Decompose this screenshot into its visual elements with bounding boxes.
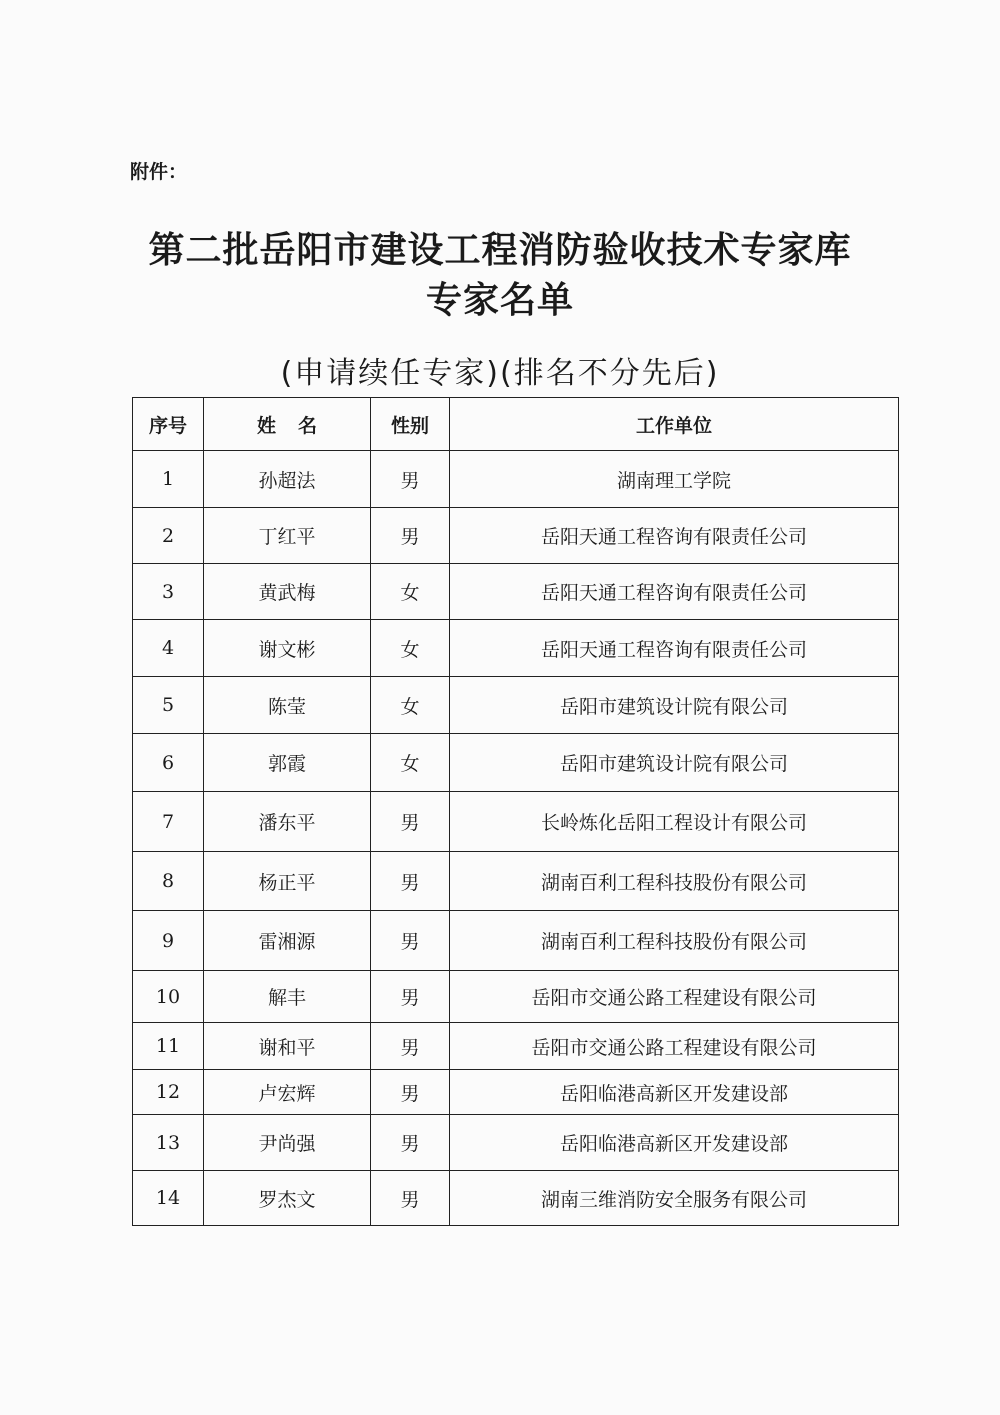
cell-unit: 湖南理工学院: [450, 451, 899, 508]
cell-name: 解丰: [204, 971, 371, 1023]
cell-sex: 男: [371, 971, 450, 1023]
table-row: [133, 1070, 899, 1115]
cell-name: 雷湘源: [204, 911, 371, 971]
document-title-line1: 第二批岳阳市建设工程消防验收技术专家库: [148, 229, 852, 271]
cell-unit: 湖南百利工程科技股份有限公司: [450, 911, 899, 971]
cell-sex: 男: [371, 1070, 450, 1115]
table-row: [133, 1023, 899, 1070]
header-unit: 工作单位: [450, 398, 899, 451]
cell-unit: 长岭炼化岳阳工程设计有限公司: [450, 792, 899, 852]
cell-unit: 岳阳市建筑设计院有限公司: [450, 677, 899, 734]
cell-no: 11: [133, 1023, 204, 1070]
cell-no: 1: [133, 451, 204, 508]
document-subtitle: (申请续任专家)(排名不分先后): [280, 356, 720, 391]
cell-sex: 男: [371, 508, 450, 564]
table-row: [133, 508, 899, 564]
cell-name: 孙超法: [204, 451, 371, 508]
cell-name: 杨正平: [204, 852, 371, 911]
cell-sex: 女: [371, 620, 450, 677]
cell-no: 8: [133, 852, 204, 911]
cell-name: 黄武梅: [204, 564, 371, 620]
cell-unit: 岳阳天通工程咨询有限责任公司: [450, 564, 899, 620]
cell-no: 14: [133, 1171, 204, 1226]
expert-table: [132, 397, 899, 1226]
attachment-label: 附件：: [130, 161, 188, 183]
cell-unit: 岳阳市建筑设计院有限公司: [450, 734, 899, 792]
table-row: [133, 971, 899, 1023]
cell-unit: 岳阳市交通公路工程建设有限公司: [450, 1023, 899, 1070]
cell-sex: 女: [371, 564, 450, 620]
cell-name: 谢和平: [204, 1023, 371, 1070]
document-title-line2: 专家名单: [425, 279, 574, 321]
cell-name: 郭霞: [204, 734, 371, 792]
table-row: [133, 911, 899, 971]
header-name: 姓名: [204, 398, 371, 451]
cell-unit: 湖南百利工程科技股份有限公司: [450, 852, 899, 911]
cell-no: 12: [133, 1070, 204, 1115]
cell-unit: 岳阳临港高新区开发建设部: [450, 1070, 899, 1115]
table-row: [133, 451, 899, 508]
cell-sex: 男: [371, 792, 450, 852]
cell-no: 9: [133, 911, 204, 971]
cell-name: 罗杰文: [204, 1171, 371, 1226]
table-row: [133, 677, 899, 734]
cell-sex: 男: [371, 911, 450, 971]
cell-no: 6: [133, 734, 204, 792]
cell-no: 7: [133, 792, 204, 852]
table-body: [133, 451, 899, 1226]
cell-sex: 男: [371, 1023, 450, 1070]
cell-no: 4: [133, 620, 204, 677]
cell-name: 陈莹: [204, 677, 371, 734]
cell-no: 3: [133, 564, 204, 620]
table-row: [133, 792, 899, 852]
cell-sex: 男: [371, 1171, 450, 1226]
table-row: [133, 852, 899, 911]
cell-unit: 岳阳临港高新区开发建设部: [450, 1115, 899, 1171]
cell-name: 丁红平: [204, 508, 371, 564]
cell-name: 潘东平: [204, 792, 371, 852]
table-row: [133, 734, 899, 792]
cell-no: 2: [133, 508, 204, 564]
table-row: [133, 1171, 899, 1226]
header-no: 序号: [133, 398, 204, 451]
cell-name: 谢文彬: [204, 620, 371, 677]
cell-unit: 湖南三维消防安全服务有限公司: [450, 1171, 899, 1226]
cell-sex: 女: [371, 734, 450, 792]
cell-no: 13: [133, 1115, 204, 1171]
cell-unit: 岳阳天通工程咨询有限责任公司: [450, 620, 899, 677]
cell-name: 尹尚强: [204, 1115, 371, 1171]
table-row: [133, 620, 899, 677]
cell-no: 10: [133, 971, 204, 1023]
cell-no: 5: [133, 677, 204, 734]
cell-unit: 岳阳市交通公路工程建设有限公司: [450, 971, 899, 1023]
table-row: [133, 1115, 899, 1171]
table-header-row: [133, 398, 899, 451]
cell-sex: 男: [371, 1115, 450, 1171]
header-sex: 性别: [371, 398, 450, 451]
cell-name: 卢宏辉: [204, 1070, 371, 1115]
table-row: [133, 564, 899, 620]
cell-unit: 岳阳天通工程咨询有限责任公司: [450, 508, 899, 564]
cell-sex: 男: [371, 451, 450, 508]
cell-sex: 女: [371, 677, 450, 734]
cell-sex: 男: [371, 852, 450, 911]
